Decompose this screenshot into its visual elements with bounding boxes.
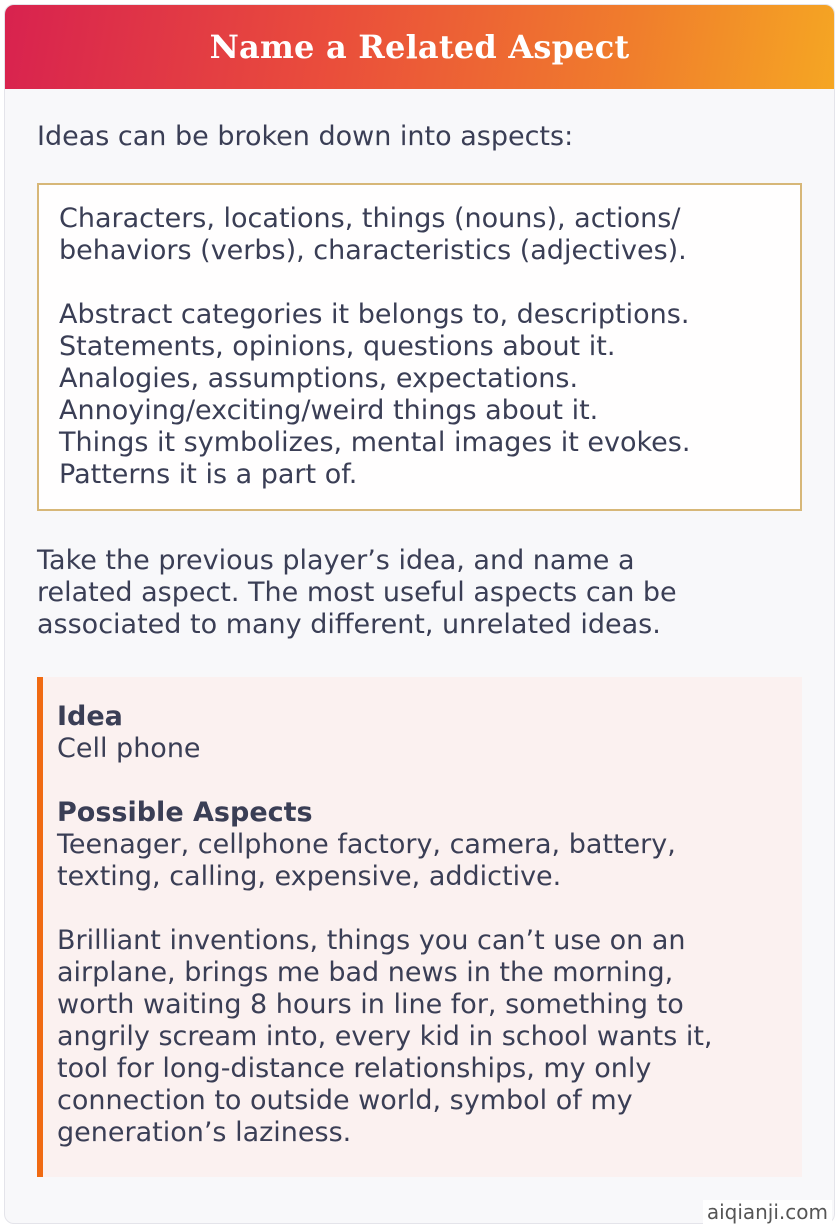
aspects-line: Abstract categories it belongs to, descriptions. [59, 299, 690, 330]
idea-value: Cell phone [57, 733, 201, 764]
card-header [5, 5, 834, 89]
card-title: Name a Related Aspect [209, 28, 630, 66]
aspects-line: Things it symbolizes, mental images it evokes. [59, 427, 691, 458]
instruction-line: Take the previous player’s idea, and name a [37, 545, 635, 576]
watermark: aiqianji.com [703, 1200, 832, 1224]
possible-aspects-line: airplane, brings me bad news in the morning, [57, 957, 674, 988]
aspects-line: Analogies, assumptions, expectations. [59, 363, 579, 394]
possible-aspects-line: generation’s laziness. [57, 1117, 352, 1148]
possible-aspects-label: Possible Aspects [57, 797, 313, 828]
card-content [5, 121, 834, 1177]
rule-card [4, 4, 835, 1224]
intro-text: Ideas can be broken down into aspects: [37, 121, 574, 152]
instruction-line: associated to many different, unrelated ideas. [37, 609, 661, 640]
possible-aspects-line: worth waiting 8 hours in line for, something to [57, 989, 684, 1020]
aspects-box [37, 183, 802, 511]
instruction-text [37, 545, 802, 641]
possible-aspects-line: connection to outside world, symbol of my [57, 1085, 633, 1116]
example-box [37, 677, 802, 1177]
possible-aspects-line: texting, calling, expensive, addictive. [57, 861, 562, 892]
paragraph-gap [59, 267, 782, 299]
idea-label: Idea [57, 701, 123, 732]
possible-aspects-line: Brilliant inventions, things you can’t use on an [57, 925, 686, 956]
paragraph-gap [57, 765, 782, 797]
paragraph-gap [57, 893, 782, 925]
possible-aspects-line: tool for long-distance relationships, my only [57, 1053, 652, 1084]
aspects-line: Characters, locations, things (nouns), actions/ [59, 203, 681, 234]
aspects-line: behaviors (verbs), characteristics (adjectives). [59, 235, 687, 266]
aspects-line: Statements, opinions, questions about it. [59, 331, 616, 362]
possible-aspects-line: Teenager, cellphone factory, camera, battery, [57, 829, 676, 860]
possible-aspects-line: angrily scream into, every kid in school wants it, [57, 1021, 713, 1052]
aspects-line: Annoying/exciting/weird things about it. [59, 395, 599, 426]
aspects-line: Patterns it is a part of. [59, 459, 358, 490]
instruction-line: related aspect. The most useful aspects can be [37, 577, 677, 608]
